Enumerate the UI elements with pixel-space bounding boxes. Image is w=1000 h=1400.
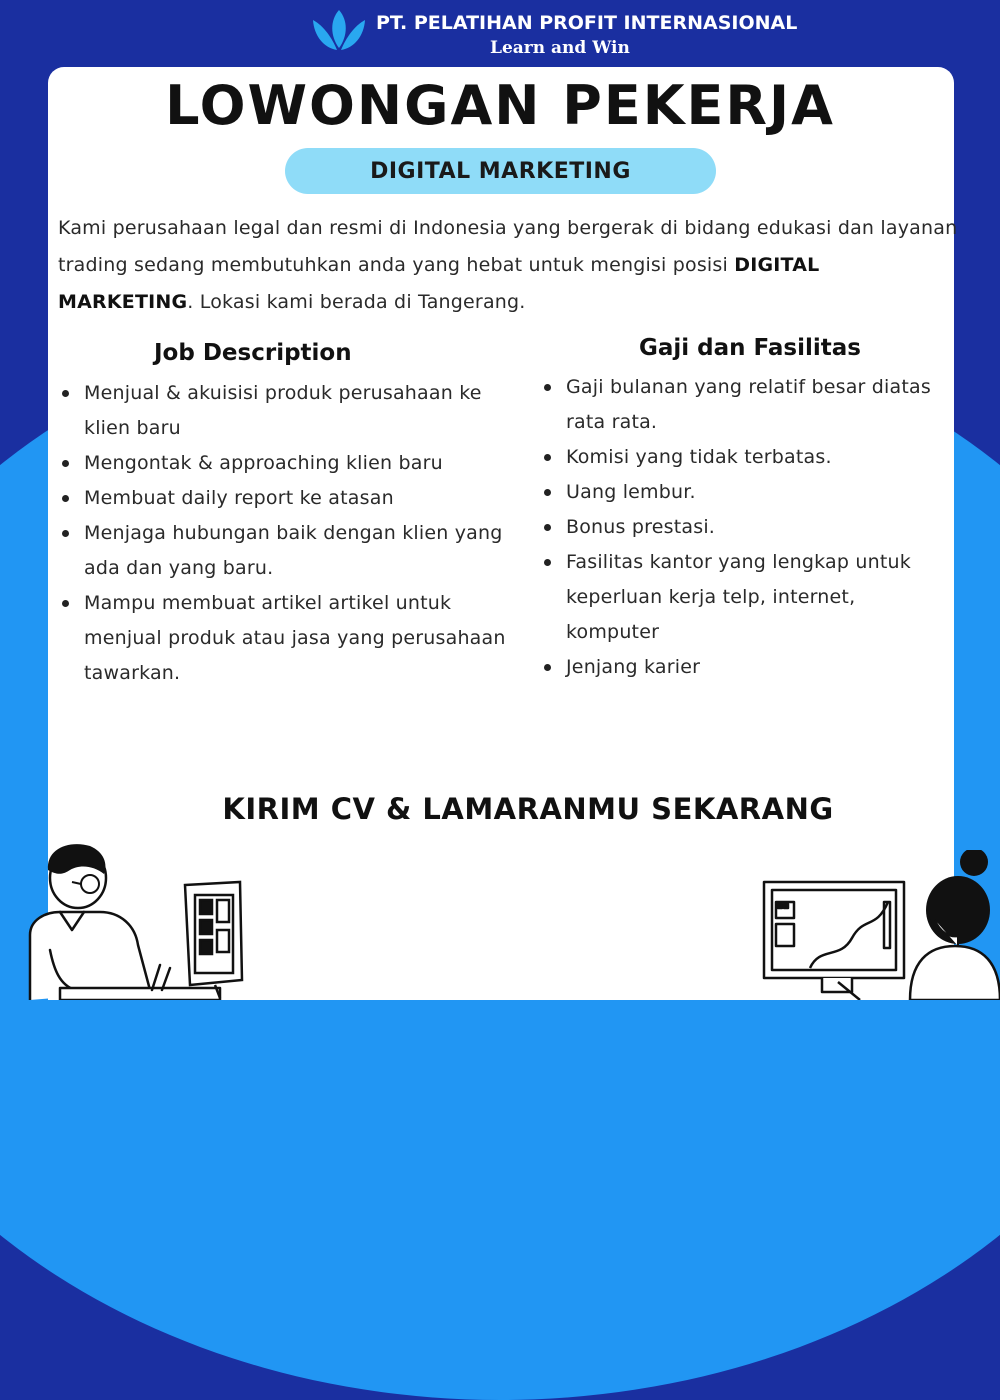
list-item: Membuat daily report ke atasan	[58, 481, 528, 516]
list-item: Komisi yang tidak terbatas.	[540, 440, 952, 475]
position-badge: DIGITAL MARKETING	[285, 148, 716, 194]
list-item: Menjual & akuisisi produk perusahaan ke klien baru	[58, 376, 528, 446]
lotus-logo-icon	[310, 6, 368, 58]
list-item: Bonus prestasi.	[540, 510, 952, 545]
benefits-list	[540, 370, 952, 685]
page-title: LOWONGAN PEKERJA	[165, 74, 835, 137]
man-at-tablet-illustration	[20, 840, 270, 1000]
list-item: Mampu membuat artikel artikel untuk menjual produk atau jasa yang perusahaan tawarkan.	[58, 586, 528, 691]
list-item: Jenjang karier	[540, 650, 952, 685]
intro-position-bold: DIGITAL MARKETING	[58, 254, 820, 313]
list-item: Fasilitas kantor yang lengkap untuk keperluan kerja telp, internet, komputer	[540, 545, 952, 650]
intro-text-1: Kami perusahaan legal dan resmi di Indonesia yang bergerak di bidang edukasi dan layanan trading sedang membutuhkan anda yang hebat untuk mengisi posisi	[58, 217, 958, 276]
woman-at-computer-illustration	[760, 850, 1000, 1000]
job-description-list	[58, 376, 528, 691]
intro-text-2: . Lokasi kami berada di Tangerang.	[187, 291, 526, 313]
benefits-heading: Gaji dan Fasilitas	[639, 335, 861, 361]
intro-paragraph	[58, 210, 958, 321]
list-item: Mengontak & approaching klien baru	[58, 446, 528, 481]
list-item: Gaji bulanan yang relatif besar diatas rata rata.	[540, 370, 952, 440]
header	[0, 0, 1000, 66]
company-tagline: Learn and Win	[490, 38, 630, 58]
job-description-heading: Job Description	[154, 340, 352, 366]
list-item: Uang lembur.	[540, 475, 952, 510]
call-to-action: KIRIM CV & LAMARANMU SEKARANG	[222, 792, 834, 826]
company-name: PT. PELATIHAN PROFIT INTERNASIONAL	[376, 12, 798, 34]
list-item: Menjaga hubungan baik dengan klien yang ada dan yang baru.	[58, 516, 528, 586]
